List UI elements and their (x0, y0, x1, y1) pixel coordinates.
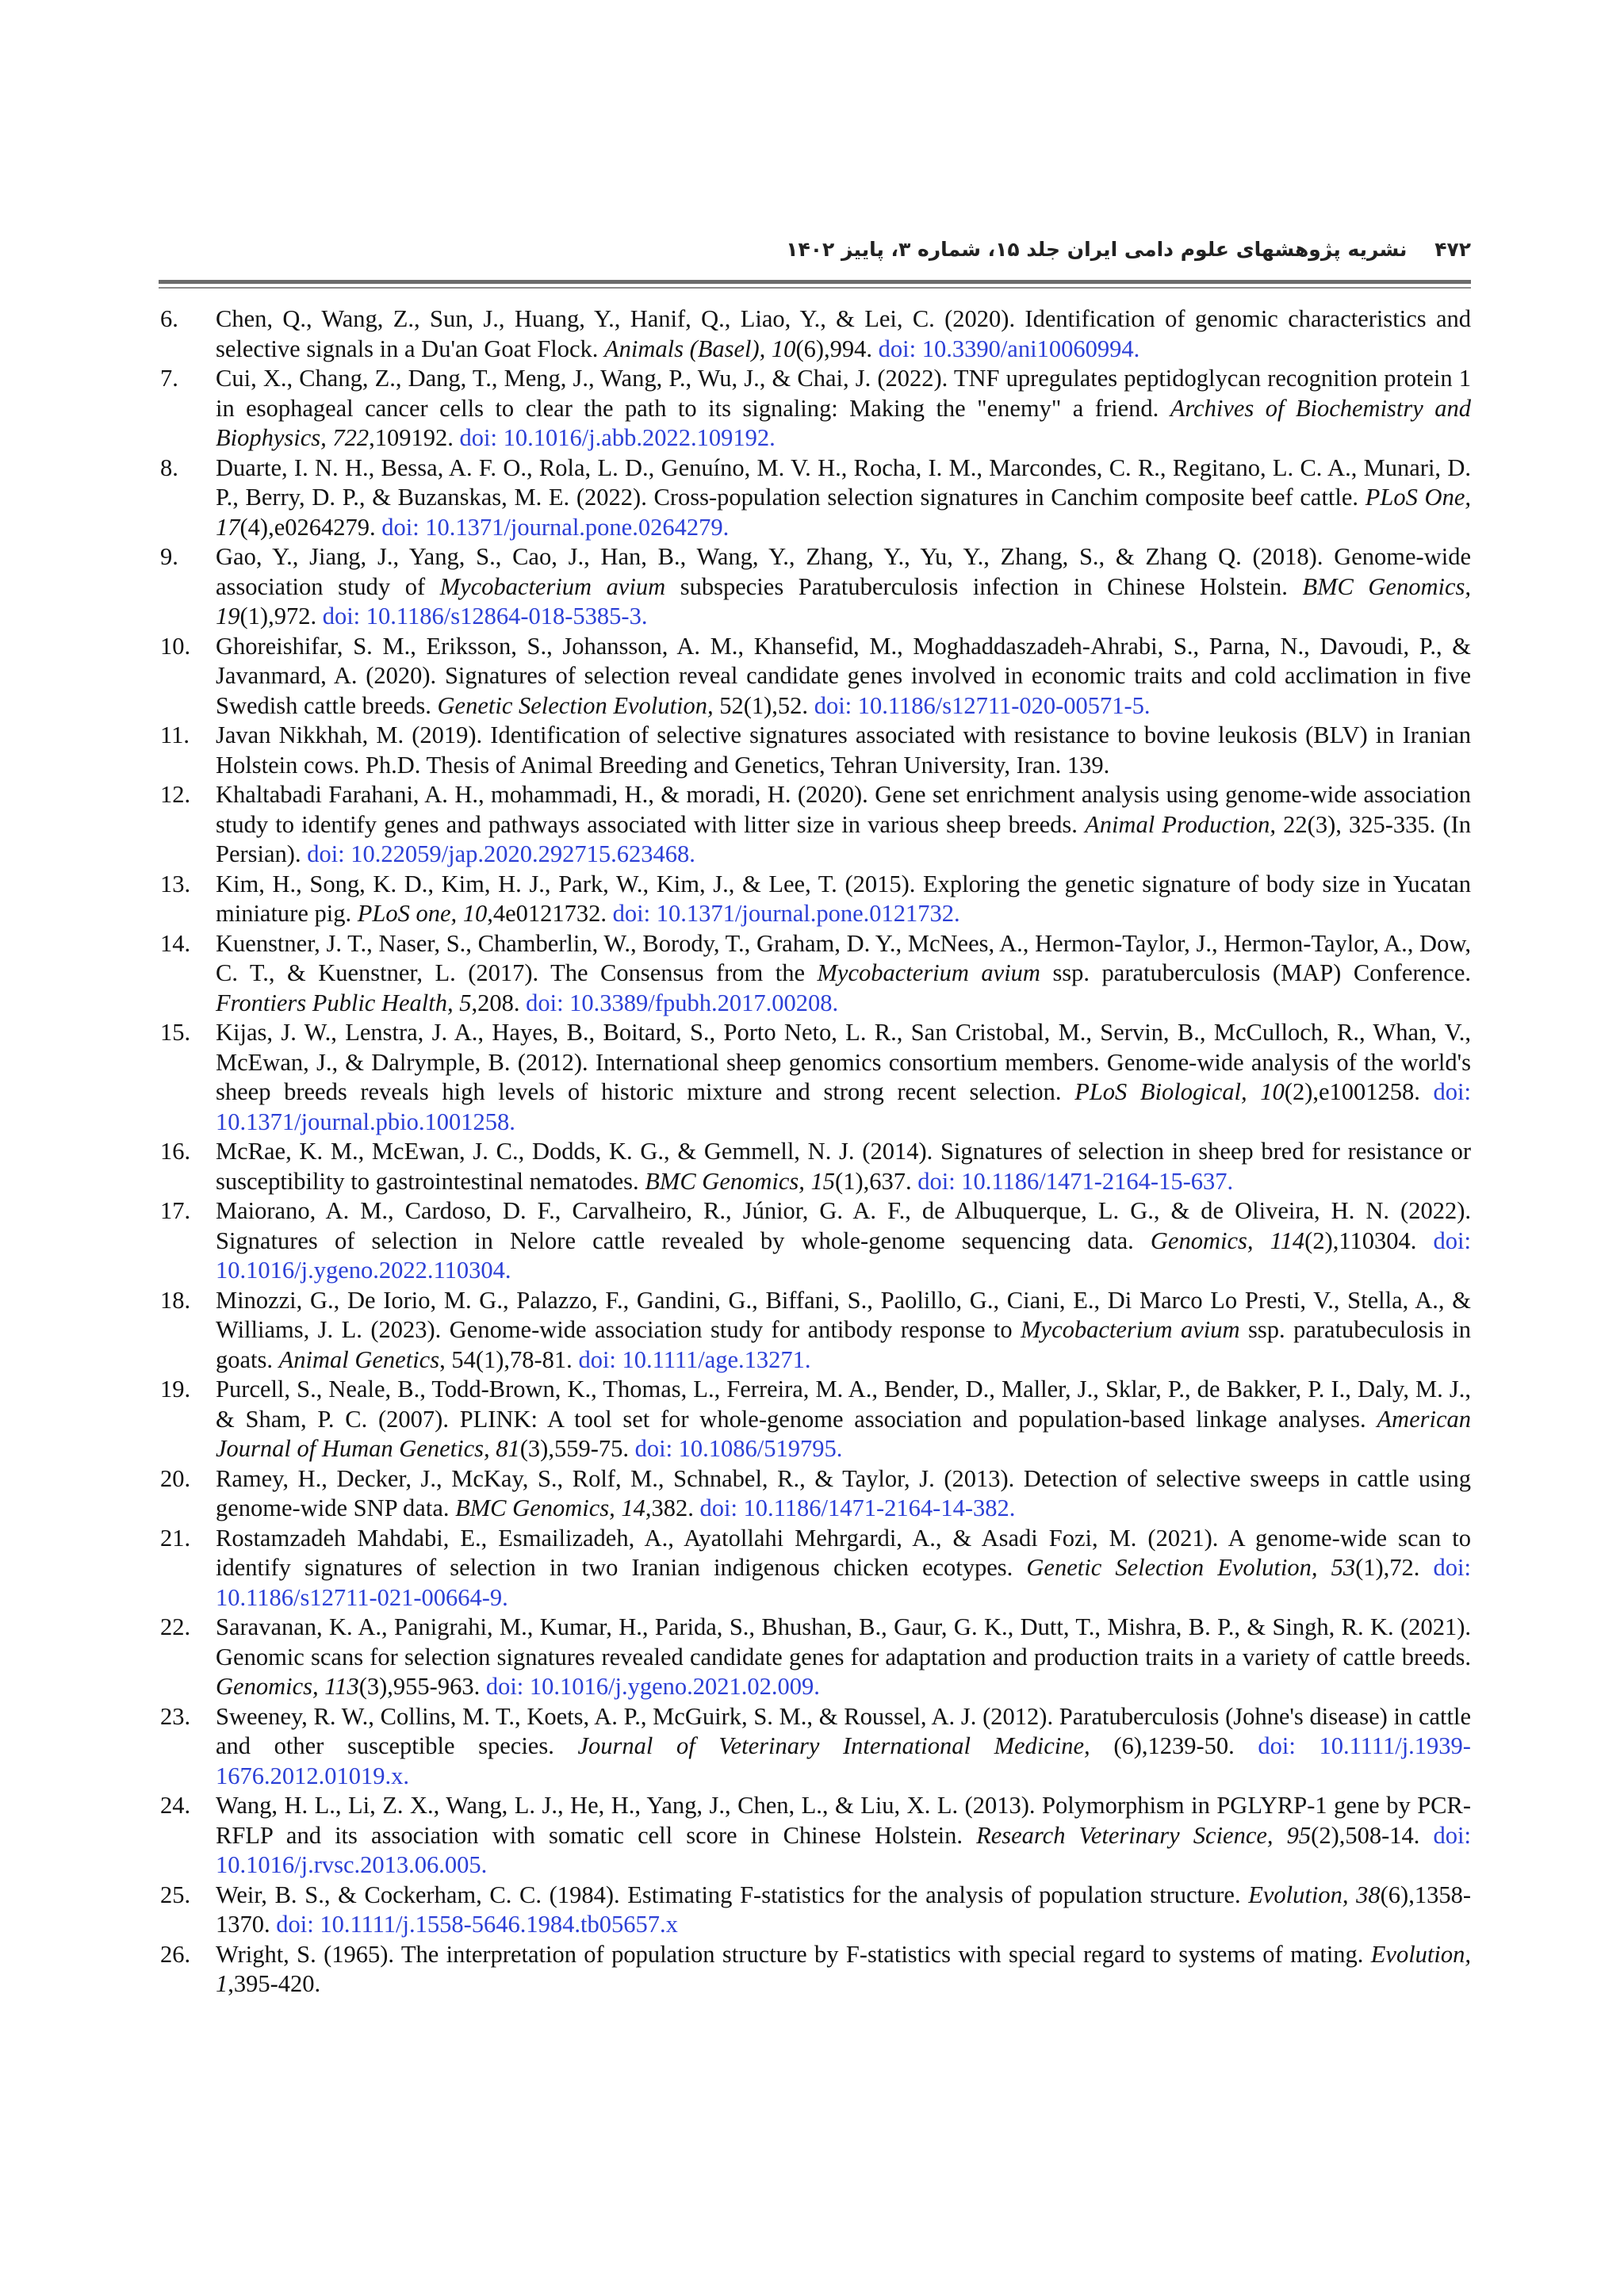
reference-volume-pages: (6),1239-50. (1090, 1732, 1258, 1759)
journal-title: نشریه پژوهشهای علوم دامی ایران جلد ۱۵، شماره ۳، پاییز ۱۴۰۲ (786, 238, 1408, 261)
reference-item (159, 929, 1471, 1019)
journal-header-line (786, 238, 1471, 261)
reference-number: 21. (160, 1524, 191, 1552)
reference-item (159, 1018, 1471, 1137)
reference-text: Khaltabadi Farahani, A. H., mohammadi, H., & moradi, H. (2020). Gene set enrichment analysis using genome-wide association study to identify genes and pathways associated with litter size in various sheep breeds. (216, 781, 1471, 838)
journal-name: PLoS Biological, 10 (1074, 1078, 1285, 1105)
reference-volume-pages: ,4e0121732. (487, 900, 613, 927)
reference-item (159, 1137, 1471, 1196)
reference-volume-pages: (2),e1001258. (1284, 1078, 1434, 1105)
reference-item (159, 1702, 1471, 1792)
reference-item (159, 1286, 1471, 1376)
running-header (159, 238, 1471, 270)
reference-text: McRae, K. M., McEwan, J. C., Dodds, K. G., & Gemmell, N. J. (2014). Signatures of selection in sheep bred for resistance or susceptibility to gastrointestinal nematodes. (216, 1138, 1471, 1195)
reference-number: 25. (160, 1881, 191, 1908)
reference-item (159, 721, 1471, 780)
doi-link[interactable]: doi: 10.1186/s12711-020-00571-5. (814, 691, 1151, 719)
species-name: Mycobacterium avium (1021, 1316, 1240, 1343)
reference-number: 8. (160, 453, 178, 481)
reference-volume-pages: ,382. (645, 1494, 700, 1521)
reference-item (159, 780, 1471, 870)
reference-text: Kim, H., Song, K. D., Kim, H. J., Park, W., Kim, J., & Lee, T. (2015). Exploring the genetic signature of body size in Yucatan miniature pig. (216, 870, 1471, 927)
species-name: Mycobacterium avium (817, 959, 1040, 986)
journal-name: Genomics, 113 (216, 1673, 359, 1700)
reference-item (159, 1940, 1471, 1999)
reference-number: 17. (160, 1197, 191, 1224)
header-rule-thin (159, 287, 1471, 289)
reference-volume-pages: (2),110304. (1304, 1226, 1434, 1254)
doi-link[interactable]: doi: 10.1186/s12711-021-00664-9. (216, 1554, 1471, 1611)
doi-link[interactable]: doi: 10.1186/s12864-018-5385-3. (322, 603, 648, 629)
doi-link[interactable]: doi: 10.1016/j.ygeno.2022.110304. (216, 1226, 1471, 1284)
reference-number: 11. (160, 721, 190, 748)
reference-text: Minozzi, G., De Iorio, M. G., Palazzo, F., Gandini, G., Biffani, S., Paolillo, G., Ciani, E., Di Marco Lo Presti, V., Stella, A., & Williams, J. L. (2023). Genome-wide association study for antibody response to (216, 1286, 1471, 1343)
page-number: ۴۷۲ (1434, 238, 1471, 261)
reference-text: Weir, B. S., & Cockerham, C. C. (1984). Estimating F-statistics for the analysis of population structure. (216, 1881, 1249, 1908)
reference-text: Wright, S. (1965). The interpretation of population structure by F-statistics with special regard to systems of mating. (216, 1940, 1371, 1968)
doi-link[interactable]: doi: 10.1016/j.abb.2022.109192. (459, 424, 776, 451)
reference-text: Wang, H. L., Li, Z. X., Wang, L. J., He, H., Yang, J., Chen, L., & Liu, X. L. (2013). Polymorphism in PGLYRP-1 gene by PCR-RFLP and its association with somatic cell score in Chinese Holstein. (216, 1792, 1471, 1849)
reference-number: 9. (160, 543, 178, 570)
reference-text-cont: ssp. paratubeculosis in goats. (216, 1316, 1471, 1373)
reference-item (159, 364, 1471, 453)
reference-number: 26. (160, 1940, 191, 1968)
doi-link[interactable]: doi: 10.3389/fpubh.2017.00208. (526, 989, 839, 1016)
doi-link[interactable]: doi: 10.1111/j.1939-1676.2012.01019.x. (216, 1732, 1471, 1789)
reference-text: Kuenstner, J. T., Naser, S., Chamberlin, W., Borody, T., Graham, D. Y., McNees, A., Hermon-Taylor, J., Hermon-Taylor, A., Dow, C. T., & Kuenstner, L. (2017). The Consensus from the (216, 929, 1471, 986)
reference-text: Purcell, S., Neale, B., Todd-Brown, K., Thomas, L., Ferreira, M. A., Bender, D., Maller, J., Sklar, P., de Bakker, P. I., Daly, M. J., & Sham, P. C. (2007). PLINK: A tool set for whole-genome association and population-based linkage analyses. (216, 1376, 1471, 1433)
doi-link[interactable]: doi: 10.1016/j.rvsc.2013.06.005. (216, 1821, 1471, 1878)
reference-number: 14. (160, 929, 191, 957)
reference-volume-pages: (6),1358-1370. (216, 1881, 1471, 1938)
reference-text: Ghoreishifar, S. M., Eriksson, S., Johansson, A. M., Khansefid, M., Moghaddaszadeh-Ahrabi, S., Parna, N., Davoudi, P., & Javanmard, A. (2020). Signatures of selection reveal candidate genes involved in economic traits and cold acclimation in five Swedish cattle breeds. (216, 632, 1471, 719)
reference-text: Duarte, I. N. H., Bessa, A. F. O., Rola, L. D., Genuíno, M. V. H., Rocha, I. M., Marcondes, C. R., Regitano, L. C. A., Munari, D. P., Berry, D. P., & Buzanskas, M. E. (2022). Cross-population selection signatures in Canchim composite beef cattle. (216, 453, 1471, 511)
doi-link[interactable]: doi: 10.1086/519795. (634, 1435, 843, 1462)
journal-name: Animal Genetics (278, 1345, 440, 1373)
reference-item (159, 453, 1471, 543)
reference-item (159, 1791, 1471, 1881)
reference-list (159, 304, 1471, 1999)
reference-volume-pages: (2),508-14. (1311, 1821, 1434, 1849)
doi-link[interactable]: doi: 10.1371/journal.pone.0121732. (612, 900, 960, 927)
doi-link[interactable]: doi: 10.1371/journal.pone.0264279. (381, 513, 730, 541)
doi-link[interactable]: doi: 10.1371/journal.pbio.1001258. (216, 1078, 1471, 1135)
reference-text: Sweeney, R. W., Collins, M. T., Koets, A. P., McGuirk, S. M., & Roussel, A. J. (2012). Paratuberculosis (Johne's disease) in cattle and other susceptible species. (216, 1702, 1471, 1759)
reference-volume-pages: ,208. (471, 989, 527, 1016)
journal-name: Animals (Basel), 10 (604, 335, 796, 362)
reference-item (159, 1464, 1471, 1524)
doi-link[interactable]: doi: 10.1016/j.ygeno.2021.02.009. (485, 1673, 820, 1700)
reference-text: Kijas, J. W., Lenstra, J. A., Hayes, B., Boitard, S., Porto Neto, L. R., San Cristobal, M., Servin, B., McCulloch, R., Whan, V., McEwan, J., & Dalrymple, B. (2012). International sheep genomics consortium members. Genome-wide analysis of the world's sheep breeds reveals high levels of historic mixture and strong recent selection. (216, 1019, 1471, 1105)
reference-item (159, 1881, 1471, 1940)
doi-link[interactable]: doi: 10.3390/ani10060994. (878, 335, 1140, 362)
reference-number: 24. (160, 1792, 191, 1819)
reference-item (159, 870, 1471, 929)
reference-item (159, 632, 1471, 721)
journal-name: Research Veterinary Science, 95 (976, 1821, 1312, 1849)
journal-name: Frontiers Public Health, 5 (216, 989, 472, 1016)
reference-text: Ramey, H., Decker, J., McKay, S., Rolf, M., Schnabel, R., & Taylor, J. (2013). Detection of selective sweeps in cattle using genome-wide SNP data. (216, 1464, 1471, 1521)
journal-name: Animal Production, (1085, 810, 1277, 838)
reference-number: 23. (160, 1702, 191, 1730)
reference-text: Maiorano, A. M., Cardoso, D. F., Carvalheiro, R., Júnior, G. A. F., de Albuquerque, L. G., & de Oliveira, H. N. (2022). Signatures of selection in Nelore cattle revealed by whole-genome sequencing data. (216, 1197, 1471, 1254)
reference-number: 13. (160, 870, 191, 897)
reference-number: 19. (160, 1376, 191, 1402)
reference-number: 10. (160, 632, 191, 660)
reference-volume-pages: (1),972. (239, 603, 323, 629)
reference-number: 7. (160, 365, 178, 392)
journal-name: Evolution, 38 (1248, 1881, 1381, 1908)
reference-volume-pages: , 54(1),78-81. (439, 1345, 579, 1373)
doi-link[interactable]: doi: 10.1186/1471-2164-15-637. (917, 1167, 1234, 1195)
journal-name: American Journal of Human Genetics, 81 (216, 1405, 1471, 1462)
doi-link[interactable]: doi: 10.1186/1471-2164-14-382. (699, 1494, 1016, 1521)
reference-text: Chen, Q., Wang, Z., Sun, J., Huang, Y., Hanif, Q., Liao, Y., & Lei, C. (2020). Identification of genomic characteristics and selective signals in a Du'an Goat Flock. (216, 305, 1471, 362)
header-rule-thick (159, 280, 1471, 284)
reference-number: 22. (160, 1613, 191, 1640)
reference-item (159, 1375, 1471, 1464)
reference-item (159, 1196, 1471, 1286)
journal-name: PLoS One, 17 (216, 484, 1471, 541)
doi-link[interactable]: doi: 10.1111/age.13271. (578, 1345, 811, 1373)
journal-name: Journal of Veterinary International Medicine, (577, 1732, 1090, 1759)
reference-text: Gao, Y., Jiang, J., Yang, S., Cao, J., Han, B., Wang, Y., Zhang, Y., Yu, Y., Zhang, S., & Zhang Q. (2018). Genome-wide association study of (216, 543, 1471, 600)
reference-item (159, 542, 1471, 632)
reference-volume-pages: 52(1),52. (713, 691, 814, 719)
reference-number: 20. (160, 1464, 191, 1492)
reference-text: Saravanan, K. A., Panigrahi, M., Kumar, H., Parida, S., Bhushan, B., Gaur, G. K., Dutt, T., Mishra, B. P., & Singh, R. K. (2021). Genomic scans for selection signatures revealed candidate genes for adaptation and production traits in a variety of cattle breeds. (216, 1613, 1471, 1670)
doi-link[interactable]: doi: 10.1111/j.1558-5646.1984.tb05657.x (276, 1911, 678, 1938)
journal-name: PLoS one, 10 (357, 900, 488, 927)
reference-volume-pages: 22(3), 325-335. (In Persian). (216, 810, 1471, 867)
doi-link[interactable]: doi: 10.22059/jap.2020.292715.623468. (307, 840, 695, 867)
journal-name: Archives of Biochemistry and Biophysics, 722 (216, 394, 1471, 451)
reference-volume-pages: ,395-420. (228, 1970, 321, 1997)
journal-name: BMC Genomics, 19 (216, 572, 1471, 629)
reference-text-cont: subspecies Paratuberculosis infection in Chinese Holstein. (665, 572, 1303, 600)
reference-volume-pages: (1),637. (835, 1167, 918, 1195)
reference-volume-pages: (3),955-963. (358, 1673, 486, 1700)
reference-volume-pages: (4),e0264279. (239, 513, 382, 541)
reference-number: 16. (160, 1138, 191, 1165)
reference-volume-pages: ,109192. (369, 424, 460, 451)
reference-volume-pages: (3),559-75. (519, 1435, 635, 1462)
journal-name: Genomics, 114 (1150, 1226, 1305, 1254)
reference-text-cont: ssp. paratuberculosis (MAP) Conference. (1040, 959, 1472, 986)
reference-text: Rostamzadeh Mahdabi, E., Esmailizadeh, A., Ayatollahi Mehrgardi, A., & Asadi Fozi, M. (2021). A genome-wide scan to identify signatures of selection in two Iranian indigenous chicken ecotypes. (216, 1524, 1471, 1581)
journal-name: Evolution, 1 (216, 1940, 1471, 1997)
reference-item (159, 1524, 1471, 1613)
reference-text: Cui, X., Chang, Z., Dang, T., Meng, J., Wang, P., Wu, J., & Chai, J. (2022). TNF upregulates peptidoglycan recognition protein 1 in esophageal cancer cells to clear the path to its signaling: Making the "enemy" a friend. (216, 365, 1471, 422)
reference-number: 15. (160, 1019, 191, 1046)
reference-number: 6. (160, 305, 178, 332)
reference-text: Javan Nikkhah, M. (2019). Identification of selective signatures associated with resistance to bovine leukosis (BLV) in Iranian Holstein cows. Ph.D. Thesis of Animal Breeding and Genetics, Tehran University, Iran. 139. (216, 721, 1471, 779)
journal-name: BMC Genomics, 15 (645, 1167, 836, 1195)
journal-name: Genetic Selection Evolution, (437, 691, 714, 719)
reference-volume-pages: (1),72. (1355, 1554, 1434, 1581)
reference-number: 18. (160, 1286, 191, 1314)
reference-number: 12. (160, 781, 191, 808)
reference-volume-pages: (6),994. (795, 335, 879, 362)
journal-name: BMC Genomics, 14 (455, 1494, 645, 1521)
reference-item (159, 1613, 1471, 1702)
reference-item (159, 304, 1471, 364)
species-name: Mycobacterium avium (439, 572, 666, 600)
journal-name: Genetic Selection Evolution, 53 (1026, 1554, 1356, 1581)
